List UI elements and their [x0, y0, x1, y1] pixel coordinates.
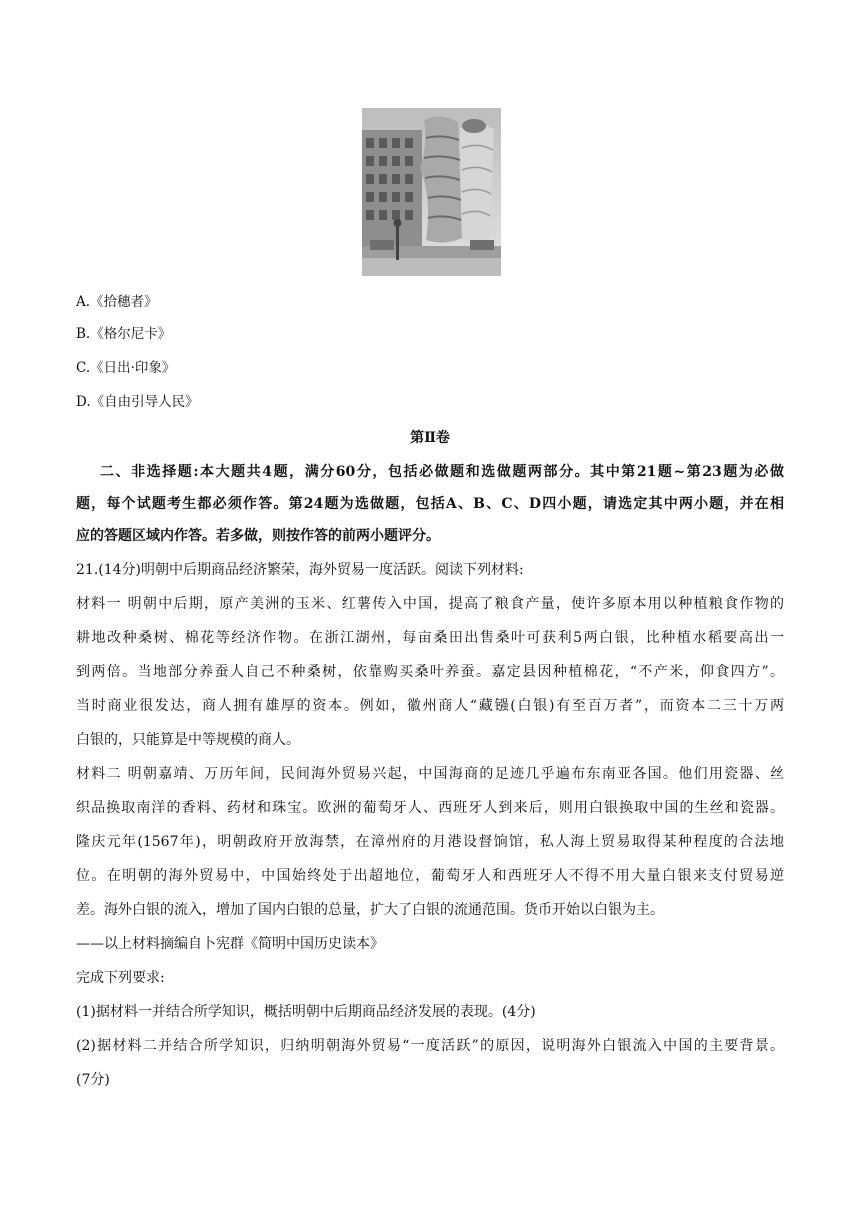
option-c: C.《日出·印象》 [76, 360, 176, 376]
building-photo [362, 108, 501, 276]
instructions-line-2: 题，每个试题考生都必须作答。第24题为选做题，包括A、B、C、D四小题，请选定其中两小题，并在相 [76, 496, 784, 512]
material1-line-3: 到两倍。当地部分养蚕人自己不种桑树，依靠购买桑叶养蚕。嘉定县因种植棉花，“不产米，仰食四方”。 [76, 664, 784, 680]
material2-line-5: 差。海外白银的流入，增加了国内白银的总量，扩大了白银的流通范围。货币开始以白银为主。 [76, 902, 664, 918]
section-title: 第Ⅱ卷 [410, 430, 450, 446]
material1-line-1: 材料一 明朝中后期，原产美洲的玉米、红薯传入中国，提高了粮食产量，使许多原本用以种植粮食作物的 [76, 596, 784, 612]
requirement-1: (1)据材料一并结合所学知识，概括明朝中后期商品经济发展的表现。(4分) [76, 1004, 536, 1020]
material2-line-2: 织品换取南洋的香料、药材和珠宝。欧洲的葡萄牙人、西班牙人到来后，则用白银换取中国的生丝和瓷器。 [76, 800, 784, 816]
question-stem: 21.(14分)明朝中后期商品经济繁荣，海外贸易一度活跃。阅读下列材料: [76, 562, 524, 578]
option-d: D.《自由引导人民》 [76, 394, 199, 410]
material1-line-4: 当时商业很发达，商人拥有雄厚的资本。例如，徽州商人“藏镪(白银)有至百万者”，而资本二三十万两 [76, 698, 784, 714]
instructions-line-1: 二、非选择题:本大题共4题，满分60分，包括必做题和选做题两部分。其中第21题~第23题为必做 [100, 464, 784, 480]
material2-line-1: 材料二 明朝嘉靖、万历年间，民间海外贸易兴起，中国海商的足迹几乎遍布东南亚各国。他们用瓷器、丝 [76, 766, 784, 782]
requirement-2-score: (7分) [76, 1072, 110, 1088]
option-b: B.《格尔尼卡》 [76, 326, 172, 342]
instructions-line-3: 应的答题区域内作答。若多做，则按作答的前两小题评分。 [76, 528, 440, 544]
material2-line-3: 隆庆元年(1567年)，明朝政府开放海禁，在漳州府的月港设督饷馆，私人海上贸易取得某种程度的合法地 [76, 834, 784, 850]
option-a: A.《拾穗者》 [76, 294, 158, 310]
source-note: ——以上材料摘编自卜宪群《简明中国历史读本》 [76, 936, 384, 952]
material2-line-4: 位。在明朝的海外贸易中，中国始终处于出超地位，葡萄牙人和西班牙人不得不用大量白银来支付贸易逆 [76, 868, 784, 884]
material1-line-2: 耕地改种桑树、棉花等经济作物。在浙江湖州，每亩桑田出售桑叶可获利5两白银，比种植水稻要高出一 [76, 630, 784, 646]
requirement-intro: 完成下列要求: [76, 970, 165, 986]
requirement-2: (2)据材料二并结合所学知识，归纳明朝海外贸易“一度活跃”的原因，说明海外白银流入中国的主要背景。 [76, 1038, 784, 1054]
material1-line-5: 白银的，只能算是中等规模的商人。 [76, 732, 300, 748]
